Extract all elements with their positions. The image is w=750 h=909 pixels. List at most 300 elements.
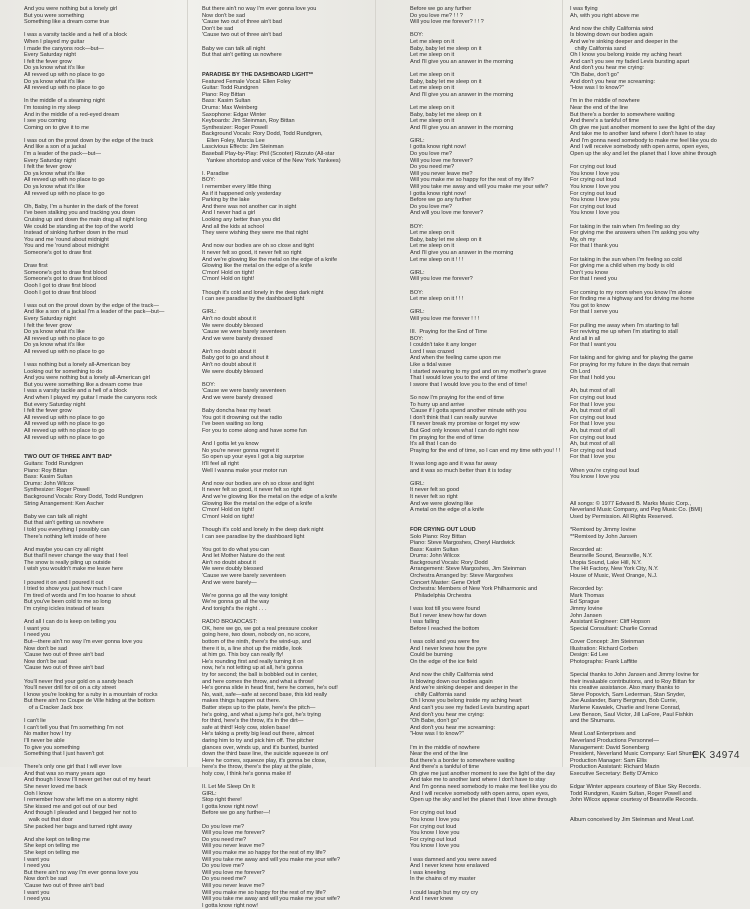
lyric-line: Now don't be sad [24, 876, 68, 883]
lyric-line: Ed Sprague [570, 599, 600, 606]
lyric-line: Let me sleep on it [410, 52, 455, 59]
lyric-line: I'm tossing in my sleep [24, 104, 81, 111]
lyric-line: On the edge of the ice field [410, 658, 477, 665]
lyric-line: But that'll never change the way that I feel [24, 553, 128, 560]
lyric-line: She kept on telling me [24, 843, 80, 850]
lyric-line: You'll never drill for oil on a city street [24, 685, 116, 692]
lyric-line: Baby, baby let me sleep on it [410, 111, 482, 118]
lyric-line: Let me sleep on it ! ! ! [410, 296, 464, 303]
lyric-line [24, 830, 182, 837]
lyric-line: I made the canyons rock—but— [24, 45, 104, 52]
lyric-line: John Wilcox appear courtesy of Bearsville Records. [570, 797, 698, 804]
lyric-line [202, 402, 370, 409]
lyric-line: now, he's not letting up at all, he's gonna [202, 665, 303, 672]
lyric-line: 'Cause two out of three ain't bad [202, 19, 282, 26]
lyric-line: Marlene Kawalek, Charlie and Irene Conrad, [570, 704, 681, 711]
lyric-line [202, 342, 370, 349]
lyric-line: And you were nothing but a lonely all-American girl [24, 375, 150, 382]
lyric-line: Will you take me away and will you make me your wife? [202, 856, 341, 863]
lyric-line: Baby got to go and shout it [202, 355, 269, 362]
fold-line [375, 0, 376, 767]
lyric-line: You got to know [570, 302, 610, 309]
lyric-line: For coming to my room when you know I'm alone [570, 289, 692, 296]
lyric-line: Illustration: Richard Corben [570, 645, 638, 652]
lyric-line: It'll feel all right [202, 460, 239, 467]
lyric-line [24, 672, 182, 679]
lyric-line: For crying out loud [570, 203, 617, 210]
lyric-line: And let Mother Nature do the rest [202, 553, 285, 560]
lyric-line: All revved up with no place to go [24, 421, 105, 428]
lyric-line: Will you make me so happy for the rest of my life? [410, 177, 534, 184]
lyric-line: We're gonna go all the way tonight [202, 592, 288, 599]
lyric-line: There's only one girl that I will ever love [24, 764, 122, 771]
lyric-line: Will you love me forever ! ! ! [410, 315, 480, 322]
lyric-line: I was cold and you were fire [410, 639, 480, 645]
lyric-line: All songs: © 1977 Edward B. Marks Music Corp., [570, 500, 692, 507]
lyric-line: Utopia Sound, Lake Hill, N.Y. [570, 559, 642, 566]
lyric-line: Now don't be sad [202, 12, 246, 19]
lyric-line: I felt the fever grow [24, 322, 72, 329]
lyric-line: Synthesizer: Roger Powell [202, 124, 268, 131]
lyric-line: Oh Lord [570, 368, 591, 375]
lyric-line: And we're sinking deeper and deeper in the [570, 38, 678, 45]
lyric-line: I'm praying for the end of time [410, 434, 484, 441]
lyric-line: bottom of the ninth, there's the wind-up, and [202, 639, 311, 645]
lyric-line: I gotta know right now! [202, 902, 258, 909]
lyric-line: I. Paradise [202, 170, 229, 177]
lyric-line: Oh give me just another moment to see the light of the day [570, 124, 716, 131]
lyric-line: You know I love you [410, 830, 460, 837]
lyric-line: Oh I know you belong inside my aching heart [410, 698, 522, 705]
lyric-line: And I never knew how enslaved [410, 863, 489, 870]
lyric-line: And there's a tankful of time [410, 764, 480, 771]
lyric-line [24, 758, 182, 765]
lyric-line: All revved up with no place to go [24, 335, 105, 342]
lyric-line: I'm in the middle of nowhere [410, 744, 480, 751]
lyric-line: For that I love you [570, 421, 615, 428]
lyric-line: "How was I to know?" [570, 85, 624, 92]
lyric-line [570, 777, 740, 784]
lyric-line: Lew Benson, Saul Victor, Jill LaFore, Paul Fishkin [570, 711, 694, 718]
lyric-line: GIRL: [202, 790, 217, 797]
lyric-line: Parking by the lake [202, 197, 250, 204]
lyric-line: Someone's got to draw first [24, 249, 92, 256]
lyric-line: daring him to try and pick him off. The pitcher [202, 737, 314, 744]
lyric-line: I need you [24, 863, 51, 870]
lyric-line: Baseball Play-by-Play: Phil (Scooter) Rizzuto (All-star [202, 151, 335, 158]
lyric-line: Steve Popovich, Sam Lederman, Stan Snyder, [570, 691, 686, 698]
lyric-line: Do ya know what it's like [24, 342, 85, 349]
lyric-line: And she kept on telling me [24, 836, 90, 843]
lyric-line: Do ya know what it's like [24, 329, 85, 336]
lyric-line: I was out on the prowl down by the edge of the track— [24, 302, 159, 309]
lyric-line: Someone's got to draw first blood [24, 269, 107, 276]
lyric-line: Will you never leave me? [202, 843, 265, 850]
lyric-line [570, 283, 740, 290]
lyric-line [202, 59, 370, 66]
lyric-line: To give you something [24, 744, 80, 751]
lyric-line: at him go. This boy can really fly! [202, 652, 284, 659]
lyric-line: Do ya know what it's like [24, 78, 85, 85]
lyric-line [410, 65, 560, 72]
lyric-line [24, 507, 182, 514]
lyric-line: his creative assistance. Also many thanks to [570, 685, 680, 692]
lyric-line: No, wait, safe—safe at second base, this kid really [202, 691, 327, 698]
lyric-line: Ooh I know [24, 790, 53, 797]
lyric-line: Coming on to give it to me [24, 124, 89, 131]
lyric-line: String Arrangement: Ken Ascher [24, 500, 104, 507]
lyric-line: You know I love you [410, 843, 460, 850]
lyric-line: try for second; the ball is bobbled out in center, [202, 671, 318, 678]
lyric-line: Before we go any further [410, 6, 472, 12]
lyric-line: For giving me the answers when I'm asking you why [570, 230, 700, 237]
lyric-line: 'Cause two out of three ain't bad [24, 882, 104, 889]
lyric-line: Ain't no doubt about it [202, 315, 256, 322]
lyric-line: He's gonna slide in head first, here he comes, he's out! [202, 685, 338, 692]
lyric-line: makes things happen out there. [202, 698, 281, 705]
lyric-line: For crying out loud [570, 190, 617, 197]
lyric-line: Instead of sinking further down in the mud [24, 230, 128, 237]
lyric-line: You know I love you [570, 210, 620, 217]
lyric-line [570, 494, 740, 501]
lyric-line: But that ain't getting us nowhere [202, 52, 282, 59]
lyric-line [570, 481, 740, 488]
lyric-line: And though I pleaded and I begged her not to [24, 810, 137, 817]
lyric-line: Open up the sky and let the planet that I love shine through [410, 797, 557, 804]
lyric-line: Something that I just haven't got [24, 751, 104, 758]
lyric-line: Someone's got to draw first blood [24, 276, 107, 283]
lyric-line: Open up the sky and let the planet that I love shine through [570, 151, 717, 158]
lyric-line: Do ya know what it's like [24, 184, 85, 191]
lyric-line [410, 454, 560, 461]
lyrics-column-2 [202, 6, 370, 909]
lyric-line: That I would love you to the end of time [410, 375, 508, 382]
lyric-line: And don't you hear me crying: [410, 711, 485, 718]
lyric-line: But there ain't no Coupe de Ville hiding at the bottom [24, 698, 155, 705]
lyric-line: And like a son of a jackal [24, 144, 86, 151]
lyric-line [570, 804, 740, 811]
lyric-line [410, 883, 560, 890]
lyric-line: Do you love me? ! ! ? [410, 12, 463, 19]
lyric-line: Ah, but most of all [570, 408, 615, 415]
lyric-line: Ah, with you right above me [570, 12, 640, 19]
lyric-line: Neverland Productions Personnel— [570, 737, 659, 744]
lyric-line: FOR CRYING OUT LOUD [410, 526, 476, 533]
lyric-line: And I will receive somebody with open arms, open eyes, [410, 790, 550, 797]
lyric-line: President, Neverland Music Company: Earl Shuman [570, 751, 700, 758]
lyric-line: For pulling me away when I'm starting to fall [570, 322, 679, 329]
lyric-line: And don't you hear me screaming: [410, 724, 496, 731]
lyric-line: Production Assistant: Richard Mazin [570, 764, 660, 771]
lyric-line: I wish you wouldn't make me leave here [24, 566, 124, 573]
lyric-line: It never felt so good, it never felt so right [202, 487, 302, 494]
lyric-line: Will you never leave me? [410, 170, 473, 177]
lyric-line: Praying for the end of time, so I can end my time with you! ! ! [410, 447, 561, 454]
lyric-line: You and me 'round about midnight [24, 236, 109, 243]
lyric-line: I remember every little thing [202, 184, 272, 191]
lyric-line: And now our bodies are oh so close and tight [202, 243, 314, 250]
lyric-line: I'll never be able [24, 737, 65, 744]
lyric-line [24, 355, 182, 362]
lyric-line [410, 323, 560, 330]
lyric-line: going here, two down, nobody on, no score, [202, 632, 311, 639]
lyric-line: I was damned and you were saved [410, 856, 497, 863]
lyric-line [410, 217, 560, 224]
lyric-line: Special thanks to John Jansen and Jimmy Iovine for [570, 671, 700, 678]
lyric-line: And now the chilly California wind [570, 25, 654, 32]
lyric-line: You know I love you [570, 170, 620, 177]
lyric-line: Let me sleep on it [410, 104, 455, 111]
lyric-line: BOY: [202, 381, 216, 388]
lyric-line: I felt the fever grow [24, 408, 72, 415]
lyric-line: RADIO BROADCAST: [202, 619, 258, 626]
lyric-line: Do ya know what it's like [24, 65, 85, 72]
lyric-line: Stop right there! [202, 797, 242, 804]
lyric-line: But I never knew how far down [410, 612, 487, 619]
lyric-line [410, 98, 560, 105]
lyric-line: And I'll give you an answer in the morning [410, 249, 514, 256]
lyric-line: Lord I was crazed [410, 348, 455, 355]
lyric-line: BOY: [410, 335, 424, 342]
lyric-line: And all in all [570, 335, 601, 342]
lyric-line: I've been waiting so long [202, 421, 264, 428]
lyric-line: Synthesizer: Roger Powell [24, 487, 90, 494]
lyric-line: And I never knew how the pyre [410, 645, 487, 652]
lyric-line: Will you take me away and will you make me your wife? [410, 184, 549, 191]
lyric-line: I started swearing to my god and on my mother's grave [410, 368, 547, 375]
lyric-line [570, 382, 740, 389]
lyric-line [410, 514, 560, 521]
lyric-line: I know you're looking for a ruby in a mountain of rocks [24, 691, 158, 698]
lyric-line: Let me sleep on it ! ! ! [410, 256, 464, 263]
lyric-line: "Oh Babe, don't go" [570, 71, 619, 78]
lyric-line: In the chains of my master [410, 876, 476, 883]
lyric-line: Recorded at: [570, 546, 603, 553]
lyric-line: But there ain't no way I'm ever gonna love you [202, 6, 317, 12]
lyric-line: Will you love me forever? ! ! ? [410, 19, 484, 26]
lyric-line: And I never knew [410, 896, 454, 903]
lyric-line: And I will receive somebody with open arms, open eyes, [570, 144, 710, 151]
lyric-line: C'mon! Hold on tight! [202, 276, 255, 283]
lyric-line: down the third base line, the suicide squeeze is on! [202, 751, 329, 758]
catalog-number: EK 34974 [692, 750, 740, 761]
lyric-line: Bass: Kasim Sultan [410, 546, 459, 553]
lyric-line [202, 164, 370, 171]
lyric-line: Ain't no doubt about it [202, 362, 256, 369]
lyric-line: I remember how she left me on a stormy night [24, 797, 138, 804]
lyric-line: She kissed me and got out of our bed [24, 803, 117, 810]
lyric-line: Drums: Max Weinberg [202, 104, 258, 111]
lyric-line [570, 217, 740, 224]
lyric-line: Bearsville Sound, Bearsville, N.Y. [570, 553, 653, 560]
lyric-line: And can't you see my faded Levis bursting apart [410, 704, 530, 711]
lyric-line: Will you take me away and will you make me your wife? [202, 896, 341, 903]
lyric-line: I told you everything I possibly can [24, 526, 110, 533]
lyric-line: chilly California sand [410, 691, 466, 698]
lyric-line: Cover Concept: Jim Steinman [570, 639, 645, 645]
lyric-line [410, 131, 560, 138]
lyric-line: So open up your eyes I got a big surprise [202, 454, 304, 461]
lyric-line: I was a varsity tackle and a hell of a block [24, 388, 127, 395]
lyric-line: Executive Secretary: Betty D'Amico [570, 770, 658, 777]
lyric-line: I was nothing but a lonely all-American boy [24, 362, 131, 369]
lyric-line: They were wishing they were me that night [202, 230, 309, 237]
lyric-line: 'Cause two out of three ain't bad [24, 665, 104, 672]
lyric-line [24, 26, 182, 33]
lyric-line [570, 520, 740, 527]
lyric-line: I was falling [410, 619, 440, 626]
lyric-line: Baby doncha hear my heart [202, 408, 271, 415]
lyric-line: And don't you hear me crying: [570, 65, 645, 72]
lyric-line: Assistant Engineer: Cliff Hopson [570, 619, 651, 626]
lyric-line: You'll never find your gold on a sandy beach [24, 678, 134, 685]
lyric-line: For that I thank you [570, 243, 619, 250]
lyric-line: And don't you hear me screaming: [570, 78, 656, 85]
lyric-line: Ellen Foley, Marcia Lee [202, 137, 265, 144]
lyric-line: In the middle of a steaming night [24, 98, 105, 105]
lyric-line: Don't be sad [202, 25, 234, 32]
lyric-line: I was lost till you were found [410, 606, 480, 613]
lyric-line: And all I can do is keep on telling you [24, 619, 117, 626]
lyric-line: And I gotta let ya know [202, 441, 259, 448]
lyric-line: It never felt so good [410, 487, 460, 494]
lyric-line: Background Vocals: Rory Dodd [410, 559, 488, 566]
lyric-line: For crying out loud [570, 164, 617, 171]
lyric-line: Well I wanna make your motor run [202, 467, 288, 474]
lyric-line: I've been stalking you and tracking you down [24, 210, 136, 217]
lyric-line [24, 92, 182, 99]
lyric-line: I can see paradise by the dashboard light [202, 533, 305, 540]
lyric-line: And when I played my guitar I made the canyons rock [24, 395, 158, 402]
lyric-line: As if it happened only yesterday [202, 190, 282, 197]
lyric-line [410, 26, 560, 33]
lyric-line: But there's a border to somewhere waiting [570, 111, 675, 118]
lyric-line [202, 39, 370, 46]
lyric-line: Solo Piano: Roy Bittan [410, 533, 466, 540]
lyric-line: Orchestra: Members of New York Philharmonic and [410, 586, 538, 593]
lyric-line: When you're crying out loud [570, 467, 640, 474]
lyric-line: and here comes the throw, and what a throw! [202, 678, 314, 685]
lyric-line: Do you love me? [410, 151, 452, 158]
lyric-line [570, 316, 740, 323]
lyric-line: Drums: John Wilcox [24, 480, 74, 487]
lyric-line: Special Consultant: Charlie Conrad [570, 625, 658, 632]
lyric-line: Ah, but most of all [570, 388, 615, 395]
lyric-line [570, 810, 740, 817]
lyric-line: Batter steps up to the plate, here's the pitch— [202, 704, 316, 711]
lyric-line: II. Let Me Sleep On It [202, 784, 255, 791]
lyric-line: I'm tired of words and I'm too hoarse to shout [24, 592, 136, 599]
lyric-line: Near the end of the line [410, 751, 469, 758]
lyric-line: Now don't be sad [24, 658, 68, 665]
lyric-line: TWO OUT OF THREE AIN'T BAD* [24, 454, 112, 461]
lyric-line [410, 520, 560, 527]
lyric-line [202, 613, 370, 620]
lyric-line: Ain't no doubt about it [202, 348, 256, 355]
lyric-line: Bass: Kasim Sultan [24, 474, 73, 481]
lyric-line: Orchestra Arranged by: Steve Margoshes [410, 573, 513, 580]
lyric-line: I tried to show you just how much I care [24, 586, 123, 593]
lyric-line: walk out that door [24, 817, 73, 824]
lyric-line: And now our bodies are oh so close and tight [202, 480, 314, 487]
lyric-line: And I never had a girl [202, 210, 256, 217]
fold-line [187, 0, 188, 767]
lyric-line: I'm a leader of the pack—but— [24, 151, 101, 158]
lyric-line: Though it's cold and lonely in the deep dark night [202, 289, 324, 296]
lyric-line: Drums: John Wilcox [410, 553, 460, 560]
lyric-line: *Remixed by Jimmy Iovine [570, 526, 636, 533]
lyric-line: Is blowing down our bodies again [410, 678, 493, 685]
lyric-line: You know I love you [570, 474, 620, 481]
lyric-line: here's the throw, there's the play at the plate, [202, 764, 313, 771]
lyric-line: Concert Master: Gene Orloff [410, 579, 481, 586]
lyric-line: The Hit Factory, New York City, N.Y. [570, 566, 659, 573]
lyric-line: GIRL: [410, 480, 425, 487]
lyric-line: Cruising up and down the main drag all night long [24, 217, 147, 223]
lyric-line: For crying out loud [570, 177, 617, 184]
lyric-line: 'Cause if I gotta spend another minute with you [410, 408, 527, 415]
lyric-line: It never felt so good, it never felt so right [202, 249, 302, 256]
lyric-line: For that I serve you [570, 309, 619, 316]
lyric-line: And we're sinking deeper and deeper in the [410, 685, 518, 692]
lyric-line: You know I love you [570, 184, 620, 191]
lyric-line [24, 441, 182, 448]
lyric-line: BOY: [410, 223, 424, 230]
lyric-line: Background Vocals: Rory Dodd, Todd Rundgren [24, 493, 143, 500]
lyric-line: I poured it on and I poured it out [24, 579, 104, 586]
lyric-line: Featured Female Vocal: Ellen Foley [202, 78, 291, 85]
lyric-line: For crying out loud [570, 395, 617, 402]
lyric-line: I was a varsity tackle and a hell of a block [24, 32, 127, 39]
lyric-line: And that was so many years ago [24, 770, 106, 777]
lyric-line: holy cow, I think he's gonna make it! [202, 770, 292, 777]
lyric-line: Guitar: Todd Rundgren [202, 85, 259, 92]
lyric-line [410, 738, 560, 745]
lyric-line: III. Praying for the End of Time [410, 329, 488, 336]
lyric-line [24, 197, 182, 204]
lyric-line: GIRL: [410, 269, 425, 276]
lyric-line: But you've been cold to me so long [24, 599, 111, 606]
lyric-line: Photographs: Frank Laffitte [570, 658, 638, 665]
lyric-line: I couldn't take it any longer [410, 342, 477, 349]
lyric-line: BOY: [202, 177, 216, 184]
lyric-line: Recorded by: [570, 586, 604, 593]
lyric-line: I want you [24, 625, 50, 632]
lyric-line: For that I hold you [570, 375, 616, 382]
lyric-line: And you were nothing but a lonely girl [24, 6, 118, 12]
lyric-line: For crying out loud [570, 434, 617, 441]
lyric-line: I could laugh but my cry cry [410, 889, 479, 896]
lyric-line: there it is, a line shot up the middle, look [202, 645, 302, 652]
lyric-line: And maybe you can cry all night [24, 546, 104, 553]
lyric-line: For taking in the rain when I'm feeling so dry [570, 223, 680, 230]
lyric-line: Meat Loaf Enterprises and [570, 731, 636, 738]
lyric-line: And we're glowing like the metal on the edge of a knife [202, 493, 338, 500]
lyric-line: She packed her bags and turned right away [24, 823, 133, 830]
lyric-line: Bass: Kasim Sultan [202, 98, 251, 105]
lyric-line: C'mon! Hold on tight! [202, 513, 255, 520]
lyric-line: And all the kids at school [202, 223, 264, 230]
lyric-line: safe at third! Holy cow, stolen base! [202, 724, 290, 731]
lyric-line [410, 599, 560, 606]
lyric-line: Oooh I got to draw first blood [24, 282, 96, 289]
lyric-line: I was out on the prowl down by the edge of the track [24, 137, 154, 144]
lyric-line: 'Cause we were barely seventeen [202, 329, 286, 336]
lyric-line: I want you [24, 856, 50, 863]
lyric-line: I'm crying icicles instead of tears [24, 606, 105, 613]
lyric-line: I gotta know right now! [410, 144, 466, 151]
lyric-line: I don't think that I can really survive [410, 414, 498, 421]
